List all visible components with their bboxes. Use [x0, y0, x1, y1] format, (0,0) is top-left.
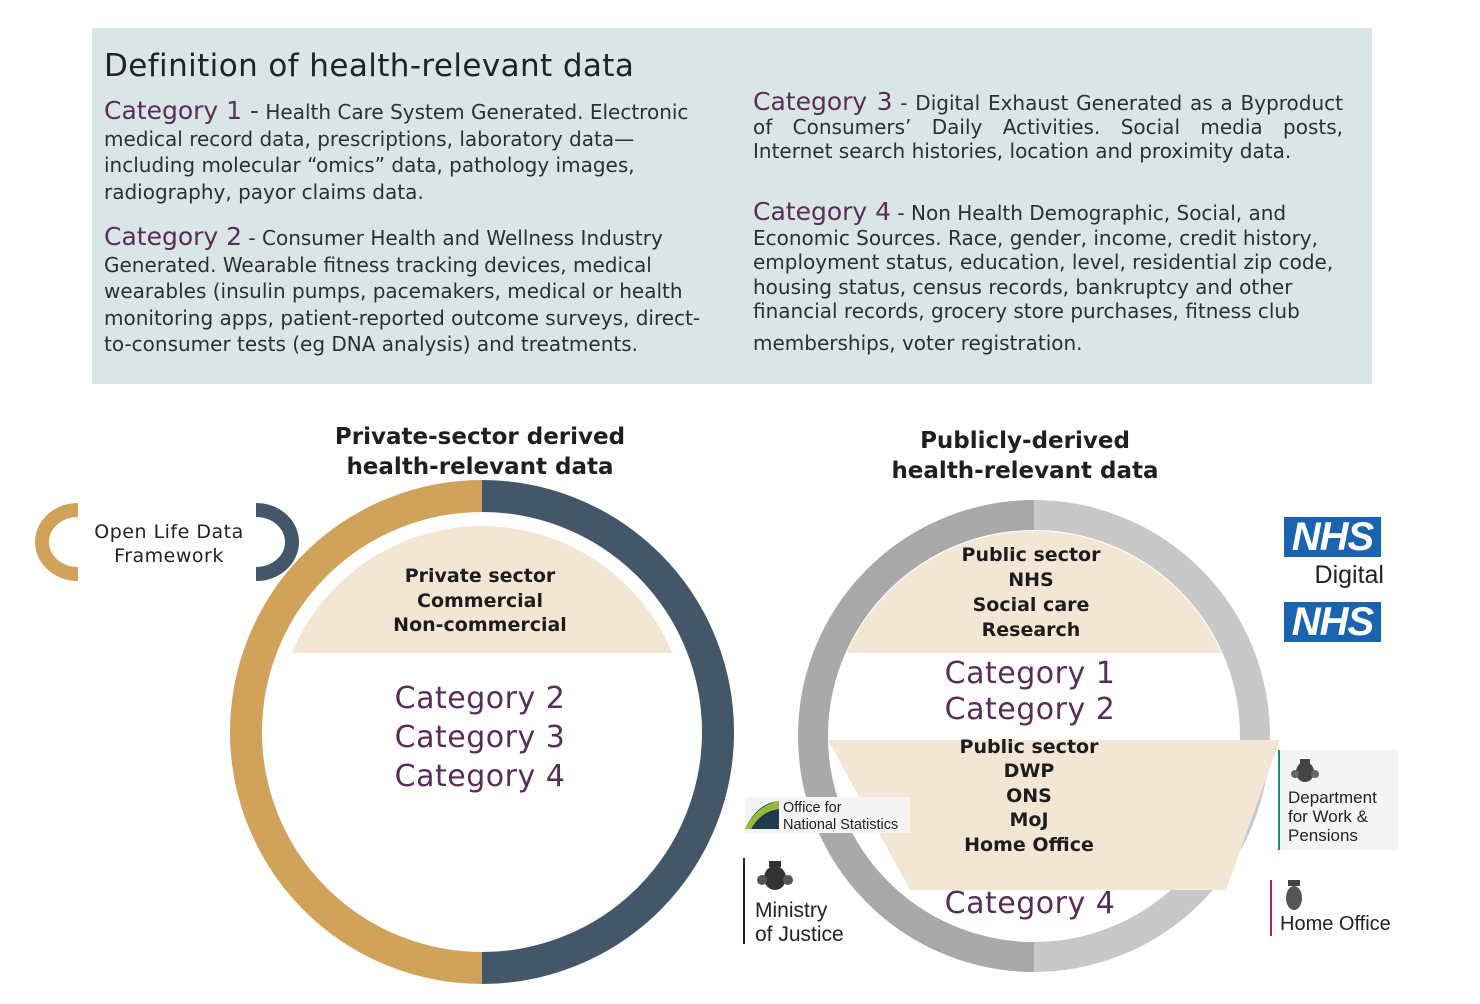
dwp-logo-line: for Work & [1288, 807, 1368, 826]
public-heading-line: health-relevant data [891, 458, 1159, 484]
public-category-item: Category 4 [944, 886, 1116, 921]
public-sector-item: Home Office [964, 833, 1094, 856]
private-category-item: Category 4 [394, 759, 566, 794]
ons-logo-line: Office for [783, 800, 842, 816]
dwp-logo-line: Pensions [1288, 826, 1358, 845]
moj-logo [743, 858, 885, 944]
royal-crest-icon [1290, 758, 1320, 784]
category-2-text: - Consumer Health and Wellness Industry Generated. Wearable fitness tracking devices, medical wearables (insulin pumps, pacemakers, medical or health monitoring apps, patient-reported outcome surveys, direct-to-consumer tests (eg DNA analysis) and treatments. [104, 226, 701, 356]
ons-logo-line: National Statistics [783, 817, 899, 833]
dwp-logo-line: Department [1288, 788, 1377, 807]
public-heading-line: Publicly-derived [920, 428, 1130, 454]
private-heading-line: Private-sector derived [334, 424, 626, 450]
nhs-digital-logo-mark: NHS [1284, 517, 1381, 557]
public-category-item: Category 1 [944, 656, 1116, 691]
public-sector-list-health [920, 543, 1142, 643]
private-sector-list [360, 564, 600, 638]
public-sector-item: MoJ [1009, 809, 1049, 832]
open-life-data-framework-label [84, 520, 254, 568]
public-sector-item: ONS [1006, 784, 1052, 807]
public-sector-item: Public sector [959, 736, 1099, 758]
public-category-list-government [880, 886, 1180, 922]
category-4-last-line: memberships, voter registration. [753, 330, 1083, 355]
private-sector-item: Non-commercial [393, 614, 567, 636]
public-sector-item: Research [981, 619, 1081, 641]
open-life-data-left-bracket-icon [42, 510, 78, 574]
category-3-heading: Category 3 [753, 87, 893, 116]
home-office-logo [1270, 880, 1412, 936]
nhs-logo: NHS [1284, 602, 1381, 642]
category-1-text: Health Care System Generated. Electronic medical record data, prescriptions, laboratory data—including molecular “omics” data, pathology images, radiography, payor claims data. [104, 100, 689, 204]
ons-logo [745, 797, 910, 833]
public-sector-list-government [918, 735, 1140, 857]
ons-emblem-icon [745, 799, 779, 831]
private-sector-item: Private sector [404, 565, 556, 587]
private-category-item: Category 2 [394, 681, 566, 716]
category-1-heading: Category 1 - [104, 96, 260, 125]
public-sector-item: Social care [972, 594, 1090, 616]
category-4-heading: Category 4 [753, 197, 892, 226]
crown-crest-icon [1282, 880, 1306, 912]
moj-logo-line: of Justice [755, 923, 844, 946]
private-heading-line: health-relevant data [346, 454, 614, 480]
open-life-data-right-bracket-icon [256, 510, 292, 574]
nhs-digital-logo-word: Digital [1314, 561, 1384, 589]
public-category-item: Category 2 [944, 692, 1116, 727]
dwp-logo [1278, 750, 1398, 850]
home-office-logo-line: Home Office [1280, 913, 1391, 935]
framework-label-line: Framework [114, 545, 224, 567]
definition-title: Definition of health-relevant data [104, 48, 635, 84]
royal-crest-icon [755, 860, 795, 894]
public-sector-item: Public sector [961, 544, 1101, 566]
category-2-heading: Category 2 [104, 222, 243, 251]
public-sector-item: DWP [1003, 760, 1055, 783]
framework-label-line: Open Life Data [94, 521, 244, 543]
private-category-item: Category 3 [394, 720, 566, 755]
private-sector-item: Commercial [417, 589, 543, 612]
category-3-text: - Digital Exhaust Generated as a Byproduct of Consumers’ Daily Activities. Social media posts, Internet search histories, location and proximity data. [753, 91, 1343, 163]
moj-logo-line: Ministry [755, 899, 828, 922]
public-category-list-health [880, 656, 1180, 728]
private-category-list [330, 679, 630, 796]
category-4-text: - Non Health Demographic, Social, and Economic Sources. Race, gender, income, credit history, employment status, education, level, residential zip code, housing status, census records, bankruptcy and other financial records, grocery store purchases, fitness club [753, 201, 1334, 323]
public-sector-item: NHS [1008, 569, 1054, 591]
